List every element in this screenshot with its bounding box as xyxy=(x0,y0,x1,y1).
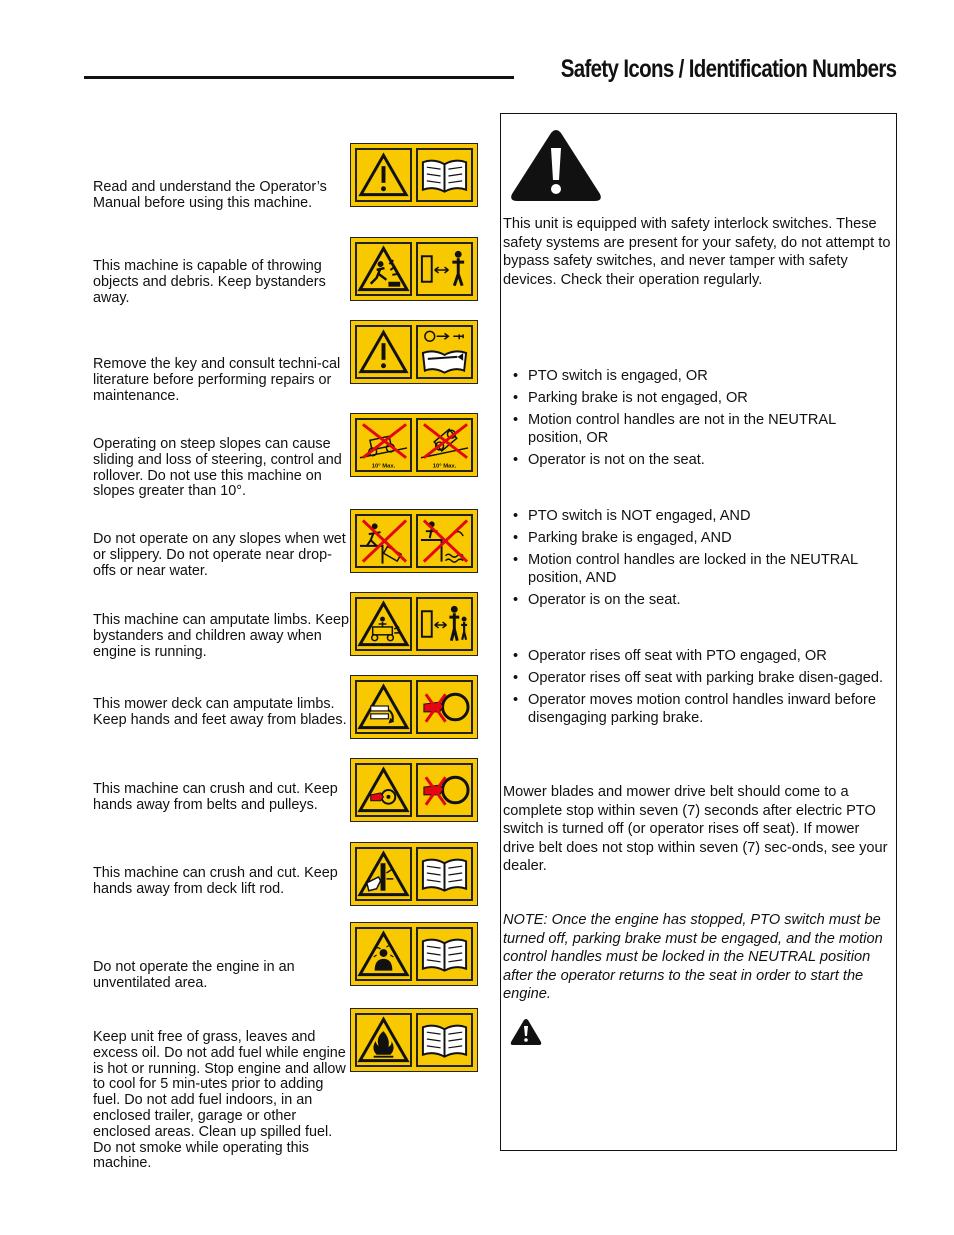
operator-manual-icon xyxy=(416,1013,473,1067)
slope-rollover-icon xyxy=(416,418,473,472)
safety-decal xyxy=(350,758,478,822)
water-prohibited-icon xyxy=(416,514,473,568)
safety-item-text: This mower deck can amputate limbs. Keep hands and feet away from blades. xyxy=(93,696,347,728)
safety-item-text: Read and understand the Operator’s Manual before using this machine. xyxy=(93,179,327,211)
belt-pulley-hazard-icon xyxy=(355,763,412,817)
fire-hazard-icon xyxy=(355,1013,412,1067)
safety-item-text: Do not operate on any slopes when wet or slippery. Do not operate near drop-offs or near water. xyxy=(93,531,346,579)
interlock-intro: This unit is equipped with safety interlock switches. These safety systems are present for your safety, do not attempt to bypass safety switches, and never tamper with safety devices. Check their operation regularly. xyxy=(503,216,891,288)
safety-item-text: Remove the key and consult techni-cal literature before performing repairs or maintenance. xyxy=(93,356,341,404)
safety-alert-icon xyxy=(355,148,412,202)
amputation-mower-icon xyxy=(355,597,412,651)
safety-decal xyxy=(350,842,478,906)
list-item: • Parking brake is engaged, AND xyxy=(511,529,891,547)
safety-item-text: This machine can amputate limbs. Keep bystanders and children away when engine is running. xyxy=(93,612,349,660)
operator-manual-icon xyxy=(416,148,473,202)
remove-key-manual-icon xyxy=(416,325,473,379)
page-title: Safety Icons / Identification Numbers xyxy=(560,55,896,83)
list-item: • PTO switch is engaged, OR xyxy=(511,367,891,385)
crush-hand-icon xyxy=(355,847,412,901)
safety-decal xyxy=(350,592,478,656)
drop-off-prohibited-icon xyxy=(355,514,412,568)
safety-item-text: Operating on steep slopes can cause sliding and loss of steering, control and rollover. Do not use this machine on slopes greater than 10°. xyxy=(93,436,342,500)
hands-away-icon xyxy=(416,763,473,817)
blade-stop-paragraph: Mower blades and mower drive belt should come to a complete stop within seven (7) seconds after electric PTO switch is turned off (or operator rises off seat). If mower drive belt does not stop within seven (7) sec-onds, see your dealer. xyxy=(503,784,888,875)
bystander-distance-icon xyxy=(416,597,473,651)
warning-triangle-icon xyxy=(509,128,603,204)
hands-away-icon xyxy=(416,680,473,734)
safety-item-text: This machine can crush and cut. Keep hands away from belts and pulleys. xyxy=(93,781,338,813)
safety-item-text: This machine can crush and cut. Keep hands away from deck lift rod. xyxy=(93,865,338,897)
safety-decal xyxy=(350,320,478,384)
list-item: • Operator moves motion control handles inward before disengaging parking brake. xyxy=(511,691,891,728)
list-item: • Operator is on the seat. xyxy=(511,591,891,609)
safety-decal xyxy=(350,509,478,573)
bullet-list-2 xyxy=(511,507,891,613)
engine-note: NOTE: Once the engine has stopped, PTO switch must be turned off, parking brake must be engaged, and the motion control handles must be locked in the NEUTRAL position after the operator returns to the seat in order to start the engine. xyxy=(503,912,883,1003)
slope-rollover-icon xyxy=(355,418,412,472)
safety-item-text: Do not operate the engine in an unventilated area. xyxy=(93,959,295,991)
warning-triangle-icon xyxy=(510,1018,542,1046)
safety-decal xyxy=(350,413,478,477)
bullet-list-3 xyxy=(511,647,891,731)
slope-label: 10° Max. xyxy=(371,463,396,470)
safety-decal xyxy=(350,143,478,207)
thrown-objects-icon xyxy=(355,242,412,296)
safety-decal xyxy=(350,237,478,301)
safety-alert-icon xyxy=(355,325,412,379)
list-item: • Motion control handles are not in the NEUTRAL position, OR xyxy=(511,411,891,448)
blade-hazard-icon xyxy=(355,680,412,734)
safety-item-text: This machine is capable of throwing objects and debris. Keep bystanders away. xyxy=(93,258,326,306)
safety-decal xyxy=(350,1008,478,1072)
list-item: • Operator rises off seat with parking brake disen-gaged. xyxy=(511,669,891,687)
toxic-fumes-icon xyxy=(355,927,412,981)
safety-item-text: Keep unit free of grass, leaves and excess oil. Do not add fuel while engine is hot or running. Stop engine and allow to cool for 5 min-utes prior to adding fuel. Do not add fuel indoors, in an enclosed trailer, garage or other enclosed areas. Clean up spilled fuel. Do not smoke while operating this machine. xyxy=(93,1029,346,1172)
list-item: • Parking brake is not engaged, OR xyxy=(511,389,891,407)
operator-manual-icon xyxy=(416,927,473,981)
bystander-distance-icon xyxy=(416,242,473,296)
bullet-list-1 xyxy=(511,367,891,473)
safety-decal xyxy=(350,922,478,986)
list-item: • PTO switch is NOT engaged, AND xyxy=(511,507,891,525)
operator-manual-icon xyxy=(416,847,473,901)
safety-decal xyxy=(350,675,478,739)
slope-label: 10° Max. xyxy=(432,463,457,470)
list-item: • Motion control handles are locked in the NEUTRAL position, AND xyxy=(511,551,891,588)
header-rule xyxy=(84,76,514,79)
list-item: • Operator rises off seat with PTO engaged, OR xyxy=(511,647,891,665)
list-item: • Operator is not on the seat. xyxy=(511,451,891,469)
